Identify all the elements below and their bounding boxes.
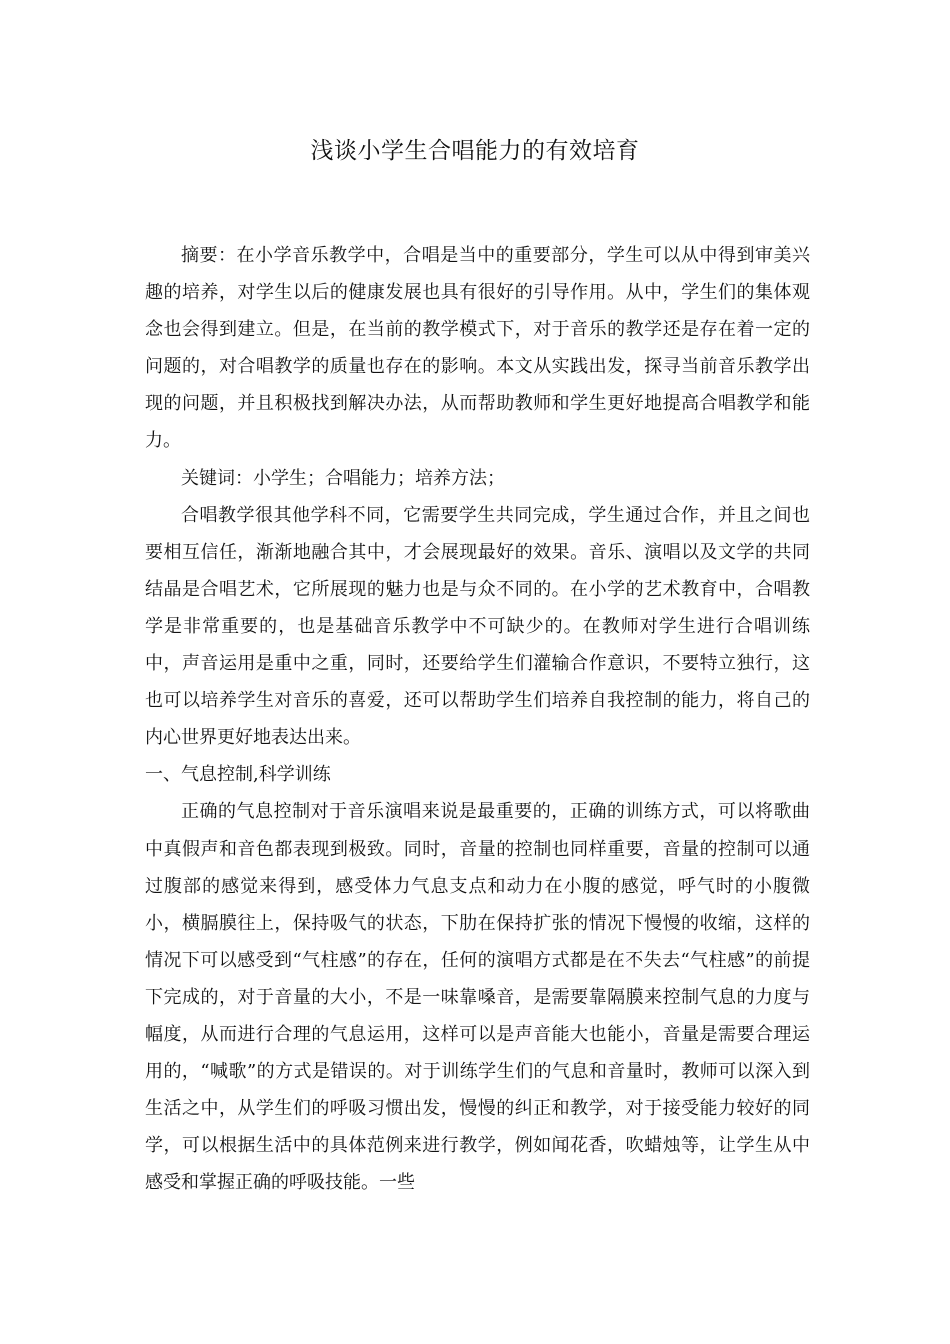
keywords-paragraph: 关键词：小学生；合唱能力；培养方法； [181, 467, 505, 489]
section-heading: 一、气息控制,科学训练 [145, 764, 331, 786]
section-paragraph: 正确的气息控制对于音乐演唱来说是最重要的，正确的训练方式，可以将歌曲中真假声和音色都表现到极致。同时，音量的控制也同样重要，音量的控制可以通过腹部的感觉来得到，感受体力气息支点和动力在小腹的感觉，呼气时的小腹微小，横膈膜往上，保持吸气的状态，下肋在保持扩张的情况下慢慢的收缩，这样的情况下可以感受到“气柱感”的存在，任何的演唱方式都是在不失去“气柱感”的前提下完成的，对于音量的大小，不是一味靠嗓音，是需要靠隔膜来控制气息的力度与幅度，从而进行合理的气息运用，这样可以是声音能大也能小，音量是需要合理运用的，“喊歌”的方式是错误的。对于训练学生们的气息和音量时，教师可以深入到生活之中，从学生们的呼吸习惯出发，慢慢的纠正和教学，对于接受能力较好的同学，可以根据生活中的具体范例来进行教学，例如闻花香，吹蜡烛等，让学生从中感受和掌握正确的呼吸技能。一些 [145, 801, 810, 1194]
intro-paragraph: 合唱教学很其他学科不同，它需要学生共同完成，学生通过合作，并且之间也要相互信任，渐渐地融合其中，才会展现最好的效果。音乐、演唱以及文学的共同结晶是合唱艺术，它所展现的魅力也是与众不同的。在小学的艺术教育中，合唱教学是非常重要的，也是基础音乐教学中不可缺少的。在教师对学生进行合唱训练中，声音运用是重中之重，同时，还要给学生们灌输合作意识，不要特立独行，这也可以培养学生对音乐的喜爱，还可以帮助学生们培养自我控制的能力，将自己的内心世界更好地表达出来。 [145, 504, 810, 749]
document-body [145, 237, 810, 1201]
abstract-paragraph: 摘要：在小学音乐教学中，合唱是当中的重要部分，学生可以从中得到审美兴趣的培养，对学生以后的健康发展也具有很好的引导作用。从中，学生们的集体观念也会得到建立。但是，在当前的教学模式下，对于音乐的教学还是存在着一定的问题的，对合唱教学的质量也存在的影响。本文从实践出发，探寻当前音乐教学出现的问题，并且积极找到解决办法，从而帮助教师和学生更好地提高合唱教学和能力。 [145, 245, 810, 452]
document-title: 浅谈小学生合唱能力的有效培育 [310, 138, 640, 164]
